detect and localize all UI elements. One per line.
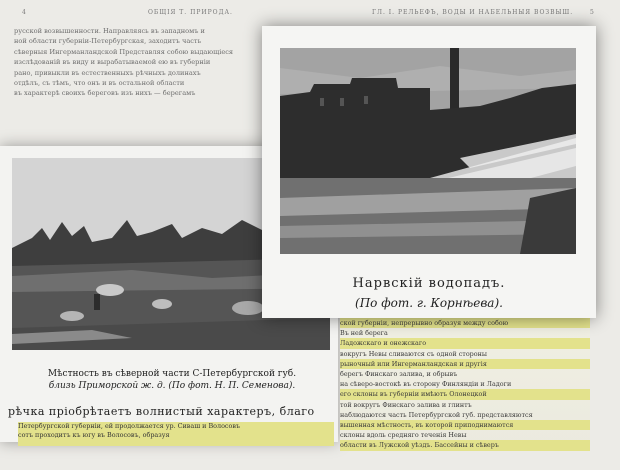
highlighted-text-strip — [18, 422, 334, 446]
left-body-line: рѣчка пріобрѣтаетъ волнистый характеръ, благо — [8, 405, 315, 418]
waterfall-photo — [280, 48, 576, 254]
left-photo-caption — [12, 368, 332, 392]
text-line: ской губерніи, непрерывно образуя между собою — [340, 318, 590, 328]
text-line: вокругъ Невы сливаются съ одной стороны — [340, 349, 487, 358]
right-page-number: 5 — [590, 9, 595, 16]
text-line: русской возвышенности. Направляясь въ западномъ и — [14, 27, 205, 35]
text-line: его склоны въ губерніи имѣютъ Олонецкой — [340, 389, 590, 399]
text-line: области въ Лужской уѣздъ. Бассейны и сѣверъ — [340, 440, 590, 450]
text-line: берегъ Финскаго залива, и обрывъ — [340, 370, 458, 379]
text-line: сѣверныя Ингерманландской Представляя собою выдающіеся — [14, 47, 234, 56]
text-line: въ характерѣ своихъ береговъ изъ нихъ — берегамъ — [14, 89, 196, 98]
right-running-title: ГЛ. I. РЕЛЬЕФЪ, ВОДЫ И НАБЕЛЬНЫЯ ВОЗВЫШ. — [372, 9, 574, 16]
background-text-left — [14, 26, 264, 99]
text-line: изслѣдованій въ виду и вырабатываемой ею въ губерніи — [14, 58, 211, 67]
left-page-number: 4 — [22, 9, 27, 16]
right-photo-title: Нарвскій водопадъ. — [352, 276, 506, 291]
left-photo-caption-line-2: близь Приморской ж. д. (По фот. Н. П. Семенова). — [48, 381, 296, 391]
text-line: вышенная мѣстность, въ которой приподнимаются — [340, 420, 590, 430]
text-line: на сѣверо-востокѣ въ сторону Финляндіи и Ладоги — [340, 380, 512, 389]
text-line: наблюдаются часть Петербургской губ. представляются — [340, 410, 533, 419]
running-header — [0, 9, 620, 21]
text-line: ной области губерніи-Петербургская, заходитъ часть — [14, 37, 202, 46]
text-line: той вокругъ Финскаго залива и глинтъ — [340, 400, 472, 409]
text-line: рыночный или Ингерманландская и другія — [340, 359, 590, 369]
right-photo-subtitle: (По фот. г. Корнѣева). — [355, 296, 503, 310]
left-running-title: ОБЩІЯ Т. ПРИРОДА. — [148, 9, 233, 16]
photo-card-right — [262, 26, 596, 318]
left-photo-caption-line-1: Мѣстность въ сѣверной части С-Петербургской губ. — [47, 369, 297, 379]
lower-right-text-block — [340, 318, 590, 448]
text-line: отдѣлъ, съ тѣмъ, что онъ и въ остальной области — [14, 79, 185, 88]
text-line: рано, привыкли въ естественныхъ рѣчныхъ долинахъ — [14, 68, 201, 77]
waterfall-photo-drawing — [280, 48, 576, 254]
text-line: Ладожскаго и онежскаго — [340, 338, 590, 348]
highlight-line-2: сотъ проходитъ къ югу въ Волосовъ, образуя — [18, 431, 170, 439]
highlight-line-1: Петербургской губерніи, ей продолжается ур. Сиваш и Волосовъ — [18, 422, 241, 430]
text-line: Въ ней берега — [340, 329, 388, 338]
text-line: склоны вдоль средняго теченія Невы — [340, 431, 467, 440]
